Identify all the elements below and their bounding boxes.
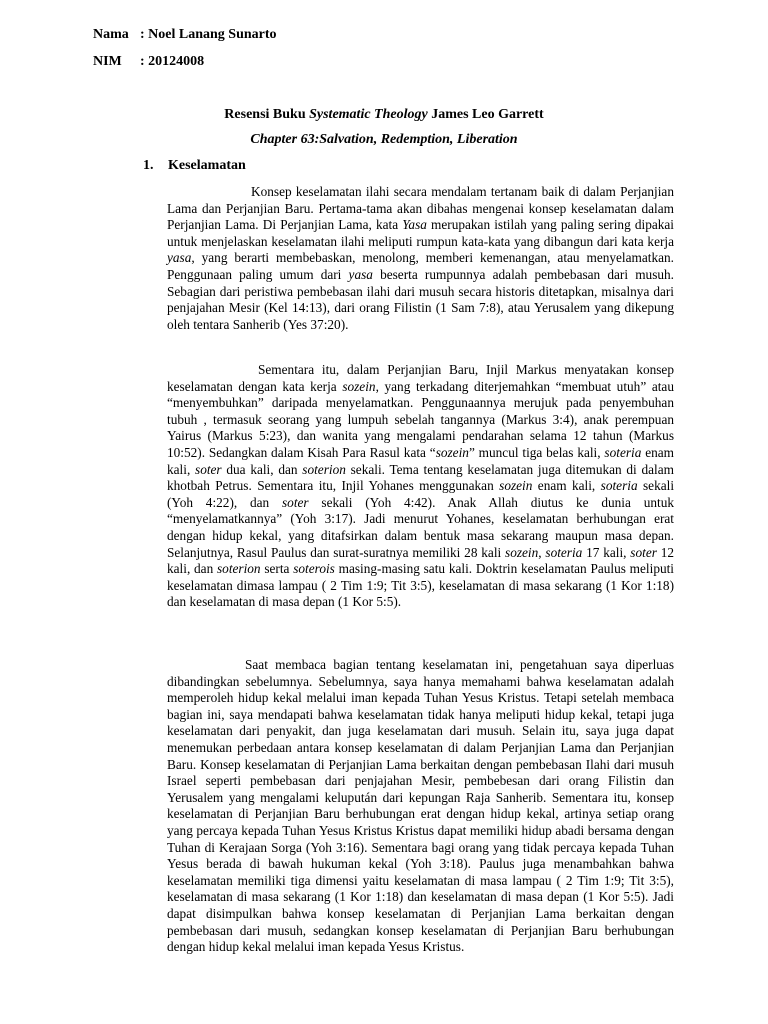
title-author: James Leo Garrett — [427, 107, 544, 122]
p2-text: , yang terkadang diterjemahkan “membuat utuh” atau “menyembuhkan” daripada menyelamatkan. Penggunaannya merujuk pada penyembuhan tubuh , termasuk seorang yang lumpuh sebelah tangannya (Markus 3:4), anak perempuan Yairus (Markus 5:23), dan wanita yang mengalami pendarahan selama 12 tahun (Markus 10:52). Sedangkan dalam Kisah Para Rasul kata “ — [167, 378, 674, 460]
p2-text: serta — [260, 561, 294, 577]
term-soter: soter — [195, 461, 222, 477]
section-number: 1. — [143, 158, 154, 173]
p2-text: enam kali, — [532, 478, 601, 494]
title-prefix: Resensi Buku — [224, 107, 310, 122]
p2-text: Sementara itu, dalam Perjanjian Baru, Injil Markus menyatakan konsep keselamatan dengan kata kerja — [167, 362, 674, 394]
nama-line — [93, 26, 277, 43]
term-sozein: sozein — [499, 478, 533, 494]
term-sozein: sozein — [342, 378, 376, 394]
term-yasa: yasa — [167, 250, 192, 266]
p2-text: ” muncul tiga belas kali, — [468, 444, 605, 460]
chapter-title: Chapter 63:Salvation, Redemption, Liberation — [250, 132, 518, 147]
term-soterion: soterion — [302, 461, 346, 477]
term-sozein: sozein — [505, 544, 539, 560]
term-yasa: yasa — [348, 266, 373, 282]
p2-text: 17 kali, — [582, 544, 631, 560]
p2-text: 12 kali, dan — [167, 544, 675, 577]
p1-text: Konsep keselamatan ilahi secara mendalam tertanam baik di dalam Perjanjian Lama dan Perjanjian Baru. Pertama-tama akan dibahas mengenai konsep keselamatan dalam Perjanjian Lama. Di Perjanjian Lama, kata — [167, 184, 674, 233]
paragraph-2 — [167, 362, 674, 611]
term-soteria: soteria — [604, 444, 642, 460]
section-heading — [143, 157, 246, 174]
term-soterois: soterois — [293, 561, 335, 577]
p1-text: beserta rumpunnya adalah pembebasan dari musuh. Sebagian dari peristiwa pembebasan ilahi dari musuh secara historis ditetapkan, misalnya dari penjajahan Mesir (Kel 14:13), dari orang Filistin (1 Sam 7:8), atau Yerusalem yang dikepung oleh tentara Sanherib (Yes 37:20). — [167, 266, 674, 332]
p2-text: masing-masing satu kali. Doktrin keselamatan Paulus meliputi keselamatan dimasa lampau ( 2 Tim 1:9; Tit 3:5), keselamatan di masa sekarang (1 Kor 1:18) dan keselamatan di masa depan (1 Kor 5:5). — [167, 561, 674, 610]
p3-text: Saat membaca bagian tentang keselamatan ini, pengetahuan saya diperluas dibandingkan sebelumnya. Sebelumnya, saya hanya memahami bahwa keselamatan adalah memperoleh hidup kekal melalui iman kepada Tuhan Yesus Kristus. Tetapi setelah membaca bagian ini, saya mendapati bahwa keselamatan tidak hanya meliputi hidup kekal, tetapi juga keselamatan dari penyakit, dan juga keselamatan dari musuh. Selain itu, saya juga dapat menemukan perbedaan antara konsep keselamatan di dalam Perjanjian Lama dan Perjanjian Baru. Konsep keselamatan di Perjanjian Lama berkaitan dengan pembebasan Ilahi dari musuh Israel seperti pembebasan dari penjajahan Mesir, pembebesan dari orang Filistin dan Yerusalem yang mengalami kelupután dari kepungan Raja Sanherib. Sementara itu, konsep keselamatan di Perjanjian Baru berhubungan erat dengan hidup kekal, artinya setiap orang yang percaya kepada Tuhan Yesus Kristus Kristus dapat memiliki hidup abadi bersama dengan Tuhan di Kerajaan Sorga (Yoh 3:16). Sementara bagi orang yang tidak percaya kepada Tuhan Yesus berada di bawah hukuman kekal (Yoh 3:18). Paulus juga menambahkan bahwa keselamatan memiliki tiga dimensi yaitu keselamatan di masa lampau ( 2 Tim 1:9; Tit 3:5), keselamatan di masa sekarang (1 Kor 1:18) dan keselamatan di masa depan (1 Kor 5:5). Jadi dapat disimpulkan bahwa konsep keselamatan di Perjanjian Lama berkaitan dengan pembebasan dari musuh, sedangkan konsep keselamatan di Perjanjian Baru berhubungan dengan hidup kekal melalui iman kepada Yesus Kristus. — [167, 657, 674, 955]
p1-text: , yang berarti membebaskan, menolong, memberi kemenangan, atau menyelamatkan. Penggunaan paling umum dari — [167, 250, 674, 282]
nama-value: : Noel Lanang Sunarto — [140, 27, 277, 42]
term-yasa: Yasa — [402, 217, 427, 233]
nim-label: NIM — [93, 54, 122, 69]
p2-text: , — [538, 544, 546, 560]
p2-text: enam kali, — [167, 444, 674, 477]
p2-text: dua kali, dan — [221, 461, 303, 477]
term-soter: soter — [630, 544, 657, 560]
p2-text: sekali. Tema tentang keselamatan juga ditemukan di dalam khotbah Petrus. Sementara itu, Injil Yohanes menggunakan — [167, 461, 674, 494]
paragraph-3 — [167, 657, 674, 956]
term-soteria: soteria — [600, 478, 638, 494]
p1-text: merupakan istilah yang paling sering dipakai untuk menjelaskan keselamatan ilahi meliputi rumpun kata-kata yang dibangun dari kata kerja — [167, 217, 674, 249]
p2-text: sekali (Yoh 4:42). Anak Allah diutus ke dunia untuk “menyelamatkannya” (Yoh 3:17). Jadi menurut Yohanes, keselamatan berhubungan erat dengan hidup kekal, yang ditafsirkan dalam bentuk masa sekarang maupun masa depan. Selanjutnya, Rasul Paulus dan surat-suratnya memiliki 28 kali — [167, 494, 674, 560]
term-soterion: soterion — [217, 561, 261, 577]
term-soter: soter — [282, 494, 309, 510]
nim-value: : 20124008 — [140, 54, 205, 69]
nama-label: Nama — [93, 27, 129, 42]
section-title: Keselamatan — [168, 158, 246, 173]
p2-text: sekali (Yoh 4:22), dan — [167, 478, 675, 510]
document-title — [0, 106, 768, 123]
term-sozein: sozein — [435, 444, 469, 460]
term-soteria: soteria — [545, 544, 583, 560]
nim-line — [93, 53, 204, 70]
title-book: Systematic Theology — [309, 107, 428, 122]
paragraph-1 — [167, 184, 674, 333]
